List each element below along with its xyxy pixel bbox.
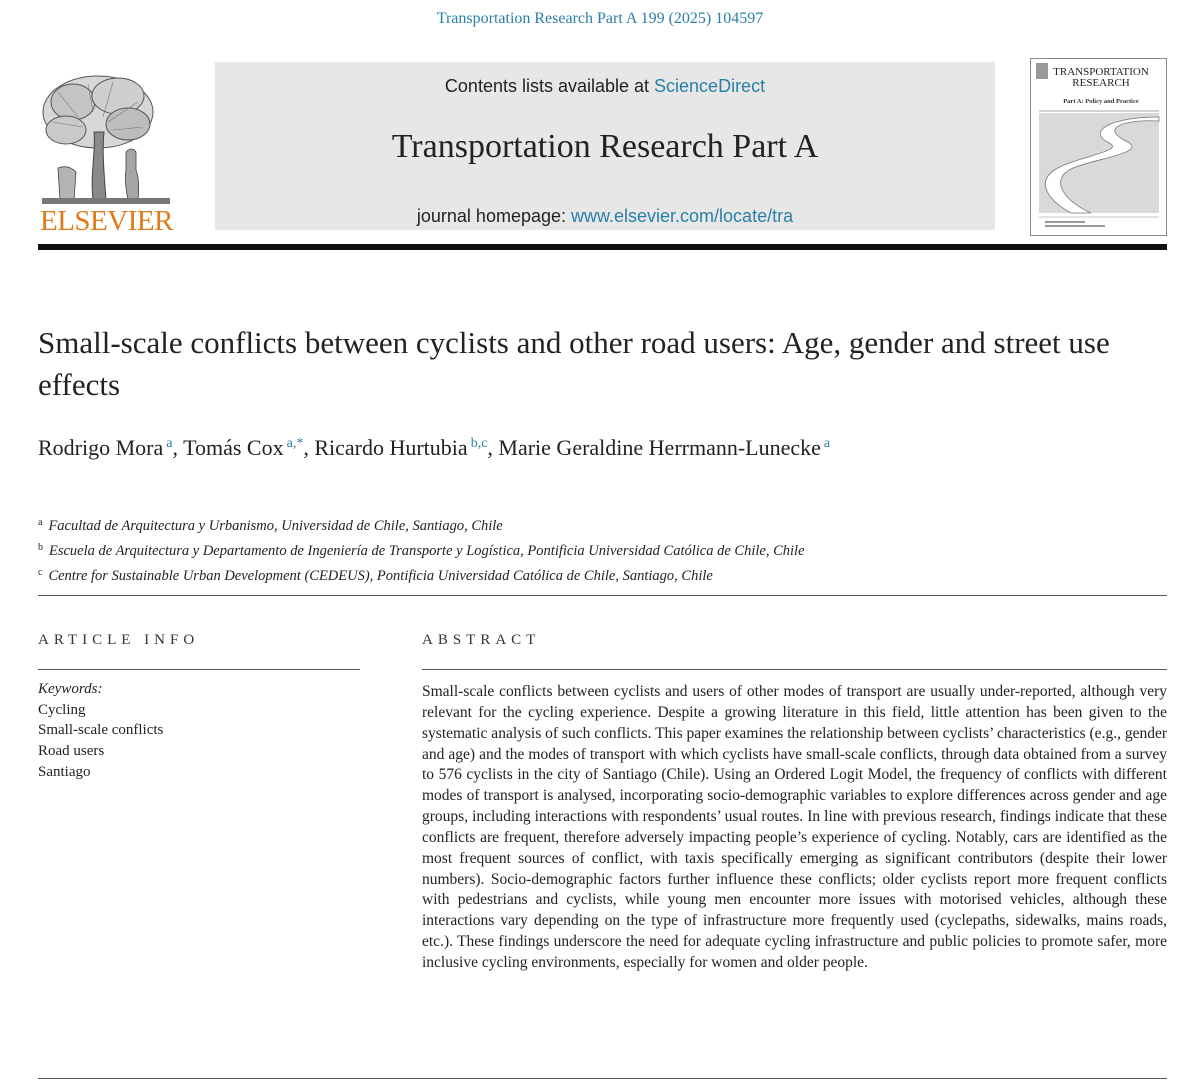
header-divider — [38, 244, 1167, 250]
affiliation-item — [38, 537, 1158, 562]
cover-title-line1: TRANSPORTATION — [1053, 66, 1149, 78]
journal-homepage-link[interactable]: www.elsevier.com/locate/tra — [571, 206, 794, 226]
keyword-item: Small-scale conflicts — [38, 722, 164, 739]
keyword-item: Santiago — [38, 763, 91, 780]
affiliation-divider — [38, 595, 1167, 596]
affiliation-item — [38, 562, 1158, 587]
article-info-heading: ARTICLE INFO — [38, 632, 200, 648]
sciencedirect-link[interactable]: ScienceDirect — [654, 76, 766, 96]
elsevier-tree-icon — [38, 72, 180, 234]
abstract-text: Small-scale conflicts between cyclists and users of other modes of transport are usually under-reported, although very relevant for the cycling experience. Despite a growing literature in this field, little attention has been given to the systematic analysis of such conflicts. This paper examines the relationship between cyclists’ characteristics (e.g., gender and age) and the modes of transport with which cyclists have small-scale conflicts, through data obtained from a survey to 576 cyclists in the city of Santiago (Chile). Using an Ordered Logit Model, the frequency of conflicts with different modes of transport is analysed, incorporating socio-demographic variables to explore differences across gender and age groups, including interactions with respondents’ usual routes. In line with previous research, findings indicate that these conflicts are frequent, therefore adversely impacting people’s experience of cycling. Notably, cars are identified as the most frequent sources of conflict, with taxis specifically emerging as significant contributors (despite their lower numbers). Socio-demographic factors further influence these conflicts; older cyclists report more frequent conflicts with pedestrians and cyclists, while young men encounter more issues with motorised vehicles, although these interactions vary depending on the type of infrastructure more frequently used (cyclepaths, sidewalks, mains roads, etc.). These findings underscore the need for adequate cycling infrastructure and public policies to promote safer, more inclusive cycling environments, especially for women and older people. — [422, 683, 1167, 971]
keyword-item: Road users — [38, 743, 105, 760]
contents-prefix: Contents lists available at — [444, 76, 655, 96]
footer-divider — [38, 1078, 1167, 1079]
affiliation-list — [38, 512, 1158, 587]
homepage-line — [215, 206, 995, 227]
journal-title: Transportation Research Part A — [391, 128, 819, 165]
affiliation-text: Facultad de Arquitectura y Urbanismo, Universidad de Chile, Santiago, Chile — [48, 518, 503, 534]
article-info-divider — [38, 669, 360, 670]
journal-banner — [215, 62, 995, 230]
abstract-heading: ABSTRACT — [422, 632, 541, 648]
journal-cover-thumbnail[interactable] — [1030, 58, 1167, 236]
author-name[interactable]: Rodrigo Mora — [38, 435, 164, 460]
keyword-item: Cycling — [38, 701, 86, 718]
author-name[interactable]: Ricardo Hurtubia — [314, 435, 468, 460]
author-list: Rodrigo Mora $^a$, Tomás Cox $^{a,*}$, Ricardo Hurtubia $^{b,c}$, Marie Geraldine Herrmann-Lunecke $^a$ — [38, 435, 831, 460]
elsevier-wordmark: ELSEVIER — [40, 205, 173, 234]
cover-title-line2: RESEARCH — [1072, 77, 1130, 89]
author-affiliation-mark[interactable]: a — [823, 436, 831, 451]
abstract-divider — [422, 669, 1167, 670]
paper-title: Small-scale conflicts between cyclists and other road users: Age, gender and street use effects — [38, 325, 1110, 402]
elsevier-logo[interactable] — [38, 72, 180, 234]
contents-line — [215, 76, 995, 97]
author-name[interactable]: Tomás Cox — [183, 435, 284, 460]
cover-subtitle: Part A: Policy and Practice — [1063, 98, 1139, 105]
author-name[interactable]: Marie Geraldine Herrmann-Lunecke — [498, 435, 821, 460]
affiliation-mark: c — [38, 567, 43, 578]
affiliation-mark: a — [38, 517, 43, 528]
affiliation-text: Escuela de Arquitectura y Departamento de Ingeniería de Transporte y Logística, Pontificia Universidad Católica de Chile, Chile — [49, 543, 805, 559]
author-affiliation-mark[interactable]: b,c — [470, 436, 488, 451]
affiliation-mark: b — [38, 542, 43, 553]
keywords-block — [38, 679, 378, 783]
affiliation-text: Centre for Sustainable Urban Development (CEDEUS), Pontificia Universidad Católica de Chile, Santiago, Chile — [48, 568, 713, 584]
journal-citation[interactable]: Transportation Research Part A 199 (2025) 104597 — [436, 10, 764, 27]
author-affiliation-mark[interactable]: a,* — [286, 436, 304, 451]
affiliation-item — [38, 512, 1158, 537]
journal-cover-image — [1031, 59, 1166, 235]
author-affiliation-mark[interactable]: a — [166, 436, 173, 451]
homepage-prefix: journal homepage: — [416, 206, 571, 226]
keywords-label: Keywords: — [38, 681, 103, 697]
